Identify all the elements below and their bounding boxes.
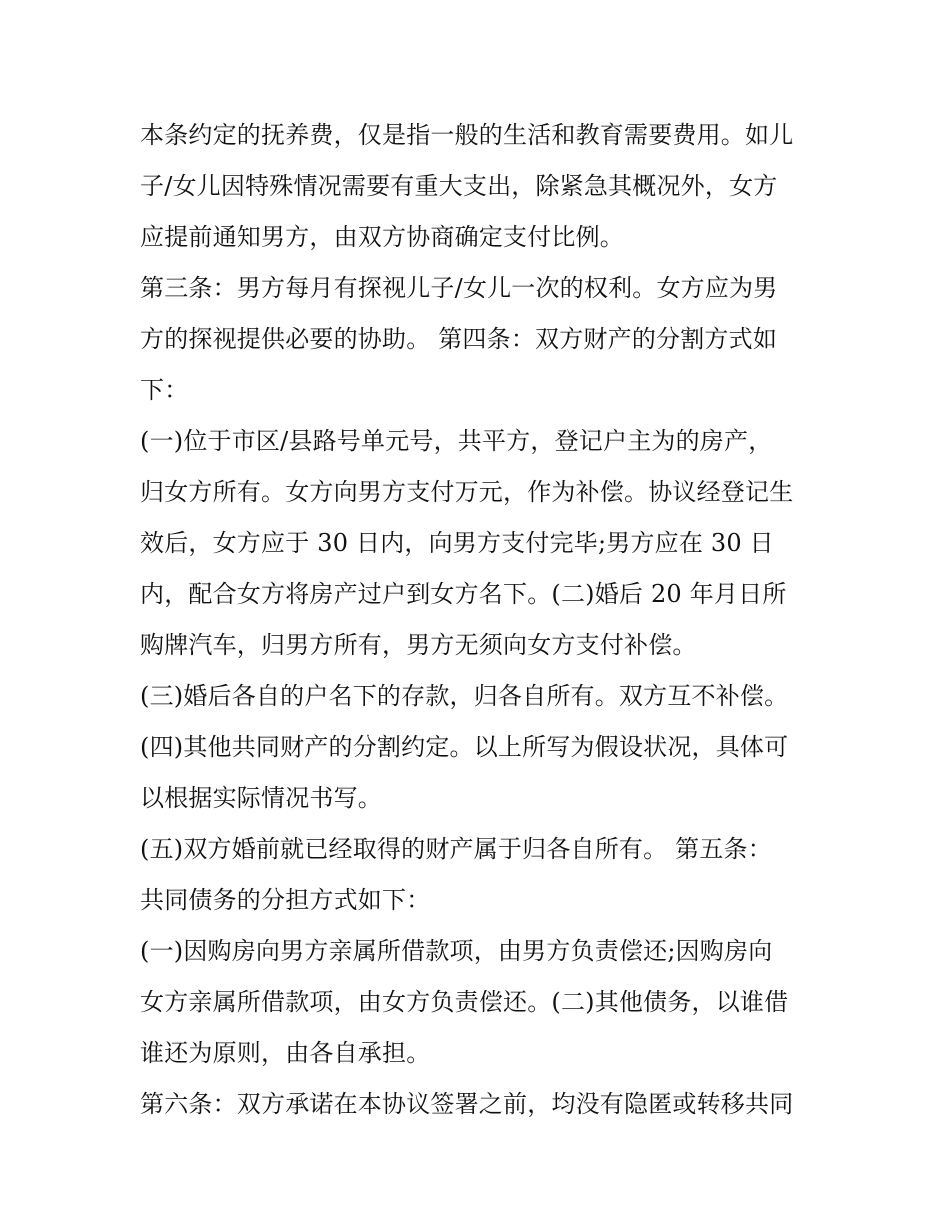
text-line: 效后，女方应于 30 日内，向男方支付完毕;男方应在 30 日: [140, 529, 774, 557]
text-line: (一)位于市区/县路号单元号，共平方，登记户主为的房产，: [140, 427, 773, 455]
text-line: 下：: [140, 376, 189, 404]
text-line: 购牌汽车，归男方所有，男方无须向女方支付补偿。: [140, 631, 697, 659]
text-line: 子/女儿因特殊情况需要有重大支出，除紧急其概况外，女方: [140, 172, 778, 200]
text-line: (四)其他共同财产的分割约定。以上所写为假设状况，具体可: [140, 733, 789, 761]
text-line: 以根据实际情况书写。: [140, 784, 382, 812]
text-line: 归女方所有。女方向男方支付万元，作为补偿。协议经登记生: [140, 478, 794, 506]
text-line: 女方亲属所借款项，由女方负责偿还。(二)其他债务，以谁借: [140, 988, 789, 1016]
text-line: (三)婚后各自的户名下的存款，归各自所有。双方互不补偿。: [140, 682, 789, 710]
text-line: (一)因购房向男方亲属所借款项，由男方负责偿还;因购房向: [140, 937, 773, 965]
text-line: 应提前通知男方，由双方协商确定支付比例。: [140, 223, 624, 251]
text-line: 共同债务的分担方式如下：: [140, 886, 431, 914]
text-line: (五)双方婚前就已经取得的财产属于归各自所有。 第五条：: [140, 835, 772, 863]
text-line: 内，配合女方将房产过户到女方名下。(二)婚后 20 年月日所: [140, 580, 787, 608]
document-body: [140, 110, 840, 1130]
text-line: 谁还为原则，由各自承担。: [140, 1039, 431, 1067]
text-line: 本条约定的抚养费，仅是指一般的生活和教育需要费用。如儿: [140, 121, 794, 149]
text-line: 第六条：双方承诺在本协议签署之前，均没有隐匿或转移共同: [140, 1090, 794, 1118]
text-line: 第三条：男方每月有探视儿子/女儿一次的权利。女方应为男: [140, 274, 778, 302]
text-line: 方的探视提供必要的协助。 第四条：双方财产的分割方式如: [140, 325, 778, 353]
